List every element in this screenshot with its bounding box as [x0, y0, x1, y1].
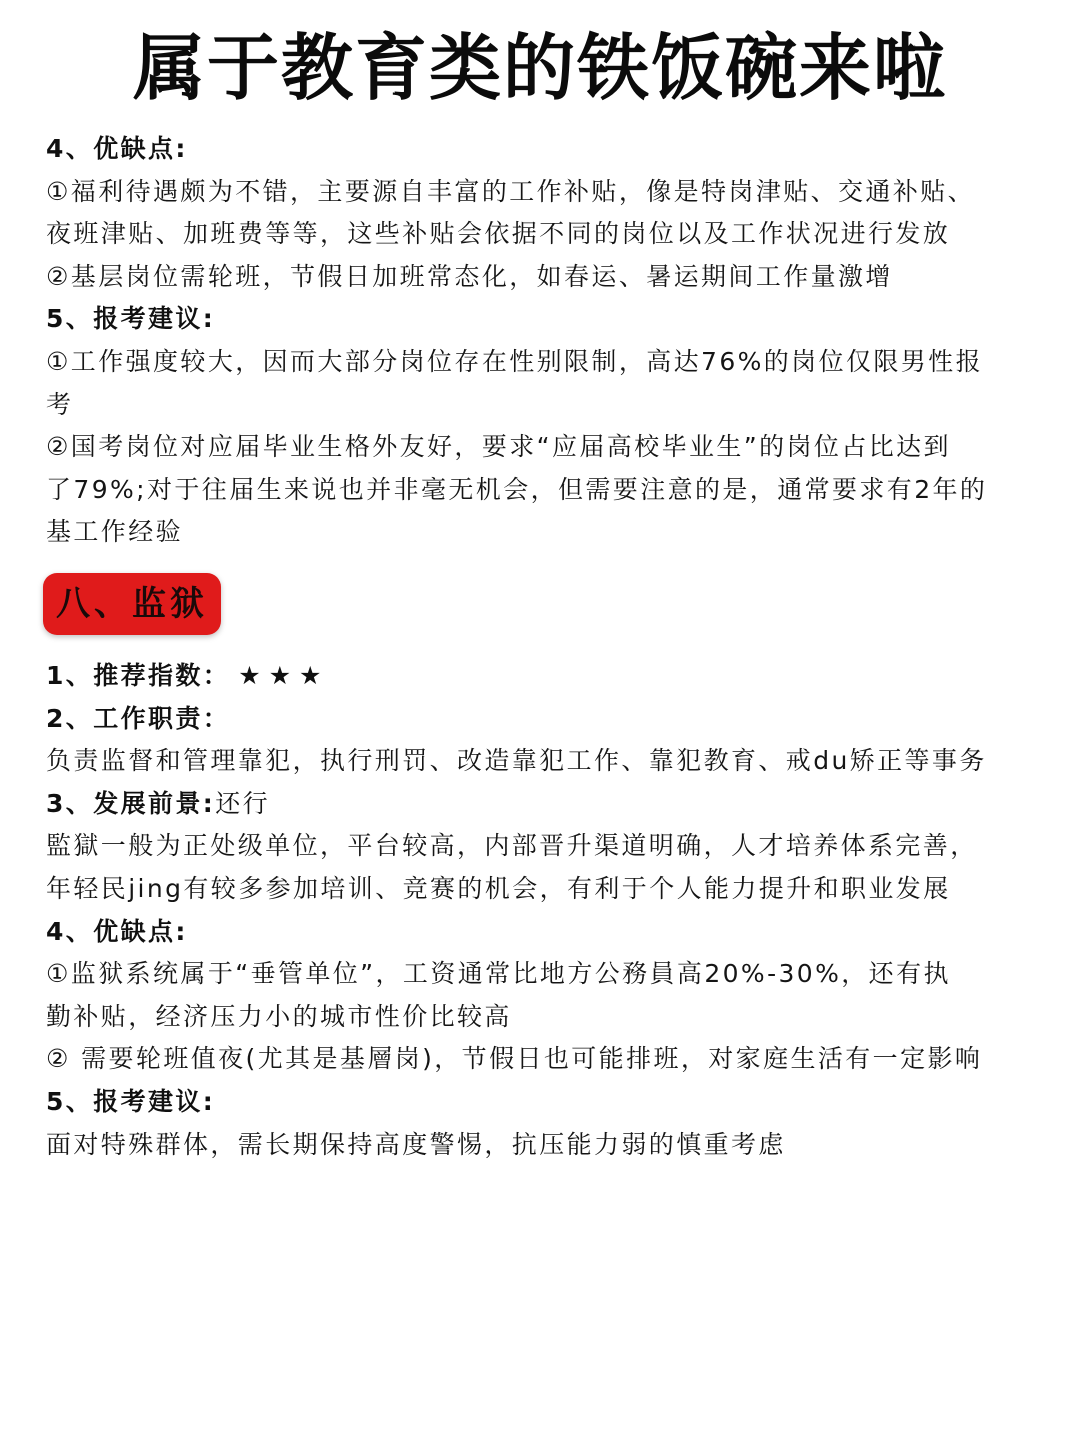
advice-item-2-line-1: ②国考岗位对应届毕业生格外友好，要求“应届高校毕业生”的岗位占比达到 — [46, 432, 951, 462]
part2-content — [46, 655, 1046, 1166]
duty-text: 负责监督和管理靠犯，执行刑罚、改造靠犯工作、靠犯教育、戒du矫正等事务 — [46, 746, 987, 776]
advice2-text: 面对特殊群体，需长期保持高度警惕，抗压能力弱的慎重考虑 — [46, 1129, 786, 1159]
prospect-heading: 3、发展前景: — [46, 788, 216, 818]
pros-item-2: ②基层岗位需轮班，节假日加班常态化，如春运、暑运期间工作量激增 — [46, 261, 893, 291]
pros-item-1-line-1: ①福利待遇颇为不错，主要源自丰富的工作补贴，像是特岗津贴、交通补贴、 — [46, 176, 976, 206]
part1-content — [46, 128, 1046, 554]
prospect-row — [46, 783, 1046, 826]
rating-row — [46, 655, 1046, 698]
pros-heading: 4、优缺点: — [46, 134, 188, 163]
prospect-value: 还行 — [215, 788, 271, 818]
duty-heading: 2、工作职责： — [46, 703, 231, 733]
pros2-item-2: ② 需要轮班值夜(尤其是基層岗)，节假日也可能排班，对家庭生活有一定影响 — [46, 1044, 983, 1074]
pros-item-1-line-2: 夜班津贴、加班费等等，这些补贴会依据不同的岗位以及工作状况进行发放 — [46, 219, 951, 249]
pros-heading-2: 4、优缺点: — [46, 916, 188, 946]
section-badge-label: 八、监狱 — [56, 584, 208, 624]
pros2-item-1-line-1: ①监狱系统属于“垂管单位”，工资通常比地方公務員高20%-30%，还有执 — [46, 959, 951, 989]
advice-heading: 5、报考建议: — [46, 304, 216, 334]
pros2-item-1-line-2: 勤补贴，经济压力小的城市性价比较高 — [46, 1001, 512, 1031]
advice-item-1-line-2: 考 — [46, 389, 74, 419]
advice-heading-2: 5、报考建议: — [46, 1086, 216, 1116]
page-title: 属于教育类的铁饭碗来啦 — [132, 26, 947, 110]
rating-heading: 1、推荐指数： — [46, 661, 231, 690]
star-rating-icon: ★★★ — [238, 661, 330, 690]
advice-item-2-line-3: 基工作经验 — [46, 517, 184, 547]
prospect-line-1: 監獄一般为正处级单位，平台较高，内部晋升渠道明确，人才培养体系完善， — [46, 831, 978, 861]
advice-item-2-line-2: 了79%;对于往届生来说也并非毫无机会，但需要注意的是，通常要求有2年的 — [46, 474, 988, 504]
section-badge-prison — [43, 573, 221, 635]
advice-item-1-line-1: ①工作强度较大，因而大部分岗位存在性别限制，高达76%的岗位仅限男性报 — [46, 346, 983, 376]
prospect-line-2: 年轻民jing有较多参加培训、竞赛的机会，有利于个人能力提升和职业发展 — [46, 873, 951, 903]
